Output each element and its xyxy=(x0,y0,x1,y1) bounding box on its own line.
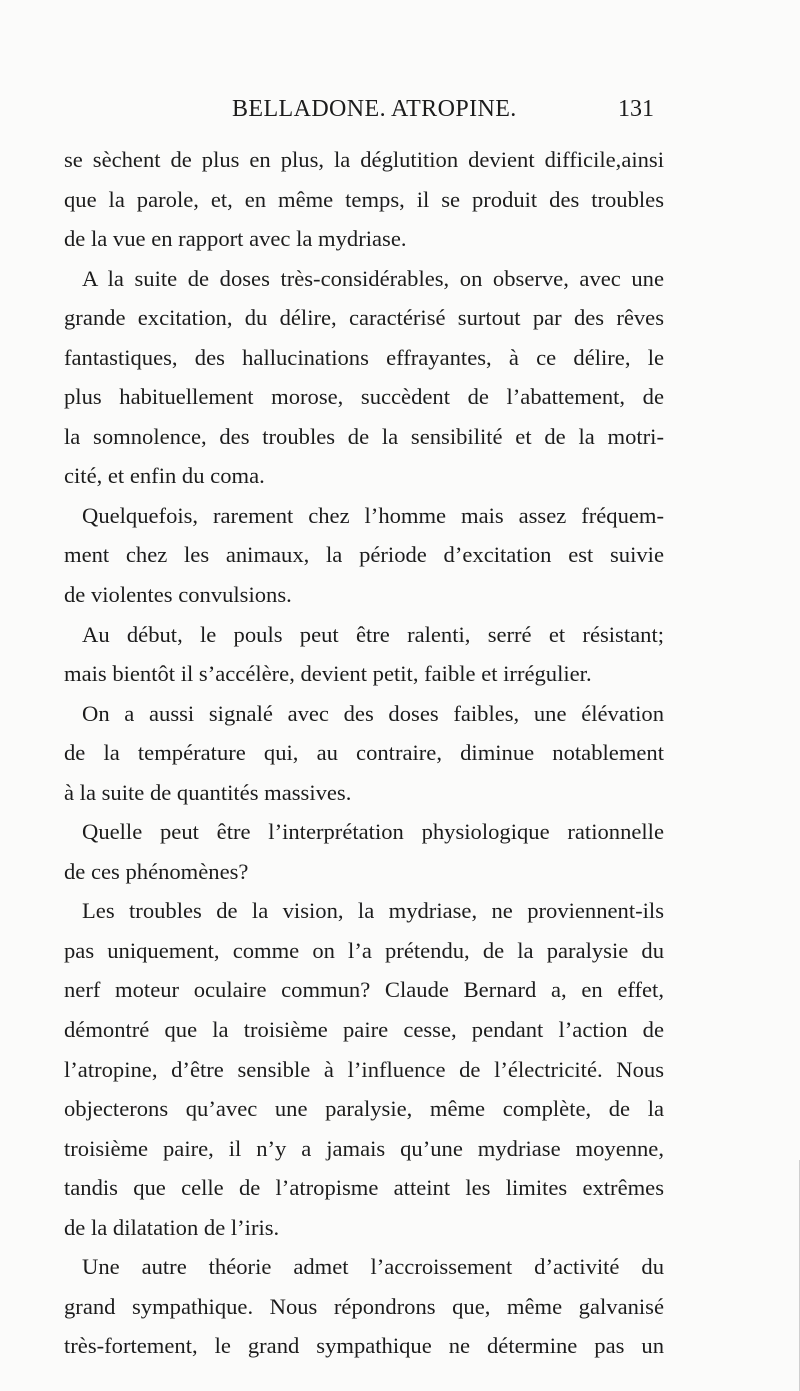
text-line: grande excitation, du délire, caractérisé surtout par des rêves xyxy=(64,305,664,331)
text-line: démontré que la troisième paire cesse, pendant l’action de xyxy=(64,1017,664,1043)
text-line: nerf moteur oculaire commun? Claude Bernard a, en effet, xyxy=(64,977,664,1003)
text-line: pas uniquement, comme on l’a prétendu, de la paralysie du xyxy=(64,937,664,963)
text-line: Quelle peut être l’interprétation physiologique rationnelle xyxy=(82,819,664,845)
text-line: ment chez les animaux, la période d’excitation est suivie xyxy=(64,542,664,568)
text-line: l’atropine, d’être sensible à l’influence de l’électricité. Nous xyxy=(64,1056,664,1082)
text-line: Quelquefois, rarement chez l’homme mais assez fréquem- xyxy=(82,502,664,528)
text-line: Au début, le pouls peut être ralenti, serré et résistant; xyxy=(82,621,664,647)
text-line: troisième paire, il n’y a jamais qu’une mydriase moyenne, xyxy=(64,1135,664,1161)
text-line: fantastiques, des hallucinations effrayantes, à ce délire, le xyxy=(64,344,664,370)
text-line: A la suite de doses très-considérables, on observe, avec une xyxy=(82,265,664,291)
text-line: plus habituellement morose, succèdent de l’abattement, de xyxy=(64,384,664,410)
text-line: se sèchent de plus en plus, la déglutition devient difficile,ainsi xyxy=(64,147,664,172)
text-line: mais bientôt il s’accélère, devient petit, faible et irrégulier. xyxy=(64,661,592,687)
text-line: de la vue en rapport avec la mydriase. xyxy=(64,226,407,252)
text-line: à la suite de quantités massives. xyxy=(64,779,352,805)
text-line: cité, et enfin du coma. xyxy=(64,463,265,489)
text-line: de la dilatation de l’iris. xyxy=(64,1214,280,1240)
text-line: tandis que celle de l’atropisme atteint les limites extrêmes xyxy=(64,1175,664,1201)
text-line: objecterons qu’avec une paralysie, même complète, de la xyxy=(64,1096,664,1122)
text-line: Les troubles de la vision, la mydriase, ne proviennent-ils xyxy=(82,898,664,924)
text-line: de la température qui, au contraire, diminue notablement xyxy=(64,740,664,766)
text-line: que la parole, et, en même temps, il se produit des troubles xyxy=(64,186,664,212)
page-header xyxy=(0,96,800,136)
text-line: la somnolence, des troubles de la sensibilité et de la motri- xyxy=(64,423,664,449)
text-line: On a aussi signalé avec des doses faibles, une élévation xyxy=(82,700,664,726)
text-line: de ces phénomènes? xyxy=(64,858,249,884)
text-line: de violentes convulsions. xyxy=(64,582,292,608)
text-line: très-fortement, le grand sympathique ne détermine pas un xyxy=(64,1333,664,1359)
text-line: Une autre théorie admet l’accroissement d’activité du xyxy=(82,1254,664,1280)
running-title: BELLADONE. ATROPINE. xyxy=(232,96,517,122)
page-number: 131 xyxy=(618,96,654,122)
body-text xyxy=(64,140,664,1366)
text-line: grand sympathique. Nous répondrons que, même galvanisé xyxy=(64,1293,664,1319)
